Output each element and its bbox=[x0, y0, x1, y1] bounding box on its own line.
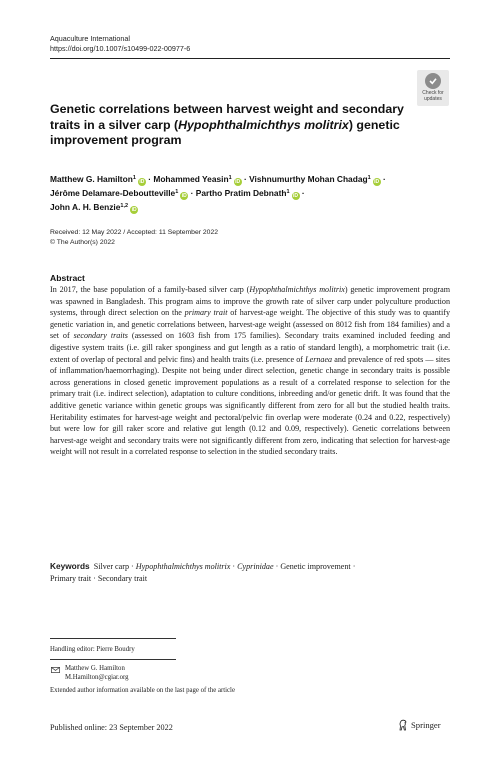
copyright-notice: © The Author(s) 2022 bbox=[50, 239, 115, 246]
corresponding-author: Matthew G. Hamilton bbox=[65, 665, 125, 672]
handling-editor: Handling editor: Pierre Boudry bbox=[50, 646, 135, 653]
mail-icon bbox=[51, 667, 60, 673]
footnote-divider bbox=[50, 659, 176, 660]
springer-horse-icon bbox=[398, 719, 408, 731]
author-name: Vishnumurthy Mohan Chadag bbox=[249, 174, 368, 184]
author-name: Jérôme Delamare-Deboutteville bbox=[50, 188, 176, 198]
abstract-text: In 2017, the base population of a family-based silver carp (Hypophthalmichthys molitrix) genetic improvement program was spawned in Bangladesh. This program aims to improve the growth rate of silver carp under polyculture production systems, through direct selection on the primary trait of harvest-age weight. The objective of this study was to quantify genetic variation in, and genetic correlations between, harvest-age weight (assessed on 8012 fish from 184 families) and a set of secondary traits (assessed on 1603 fish from 175 families). Secondary traits examined included feeding and digestive system traits (i.e. gill raker sponginess and gut length as a ratio of standard length), a morphometric trait (i.e. extent of overlap of pectoral and pelvic fins) and health traits (i.e. presence of Lernaea and prevalence of red spots — sites of inflammation/haemorrhaging). Despite not being under direct selection, genetic change in secondary traits is possible across generations in closed genetic improvement populations as a result of a correlated response to selection for the primary trait (i.e. indirect selection), adaptation to culture conditions, inbreeding and/or genetic drift. It was found that the additive genetic variance within genetic groups was significantly different from zero for all but the studied health traits. Heritability estimates for harvest-age weight and pectoral/pelvic fin overlap were moderate (0.24 and 0.22, respectively) but were low for gill raker score and relative gut length (0.12 and 0.09, respectively). Genetic correlations between harvest-age weight and secondary traits were not significantly different from zero, indicating that selection for harvest-age weight will not result in a correlated response to selection in the studied secondary traits. bbox=[50, 285, 450, 457]
orcid-icon[interactable]: iD bbox=[139, 179, 145, 185]
footnote-divider bbox=[50, 638, 176, 639]
keywords: Keywords Silver carp · Hypophthalmichthys molitrix · Cyprinidae · Genetic improvement · Primary trait · Secondary trait bbox=[50, 561, 356, 583]
author-name: John A. H. Benzie bbox=[50, 202, 121, 212]
publisher-name: Springer bbox=[411, 720, 441, 730]
corresponding-email[interactable]: M.Hamilton@cgiar.org bbox=[65, 674, 129, 681]
author-name: Partho Pratim Debnath bbox=[195, 188, 287, 198]
orcid-icon[interactable]: iD bbox=[181, 193, 187, 199]
journal-name: Aquaculture International bbox=[50, 34, 130, 43]
received-accepted-dates: Received: 12 May 2022 / Accepted: 11 September 2022 bbox=[50, 229, 219, 236]
article-title: Genetic correlations between harvest weight and secondary traits in a silver carp (Hypophthalmichthys molitrix) genetic improvement program bbox=[50, 102, 404, 147]
badge-line-1: Check for bbox=[422, 90, 444, 96]
badge-line-2: updates bbox=[424, 95, 442, 102]
author-name: Mohammed Yeasin bbox=[153, 174, 229, 184]
orcid-icon[interactable]: iD bbox=[131, 207, 137, 213]
abstract-heading: Abstract bbox=[50, 273, 85, 283]
author-name: Matthew G. Hamilton bbox=[50, 174, 133, 184]
keywords-label: Keywords bbox=[50, 561, 90, 571]
springer-logo bbox=[398, 719, 441, 731]
doi-link[interactable]: https://doi.org/10.1007/s10499-022-00977-6 bbox=[50, 44, 191, 53]
orcid-icon[interactable]: iD bbox=[374, 179, 380, 185]
orcid-icon[interactable]: iD bbox=[235, 179, 241, 185]
check-for-updates-badge[interactable] bbox=[417, 70, 449, 106]
check-for-updates-icon bbox=[425, 73, 441, 89]
published-online-date: Published online: 23 September 2022 bbox=[50, 723, 173, 732]
header-divider bbox=[50, 58, 450, 59]
extended-author-info: Extended author information available on the last page of the article bbox=[50, 687, 235, 694]
author-list: Matthew G. Hamilton$^1$iD · Mohammed Yeasin$^1$iD · Vishnumurthy Mohan Chadag$^1$iD · Jérôme Delamare-Deboutteville$^1$iD · Partho Pratim Debnath$^1$iD · John A. H. Benzie$^{1,2}$iD bbox=[50, 174, 386, 213]
orcid-icon[interactable]: iD bbox=[293, 193, 299, 199]
